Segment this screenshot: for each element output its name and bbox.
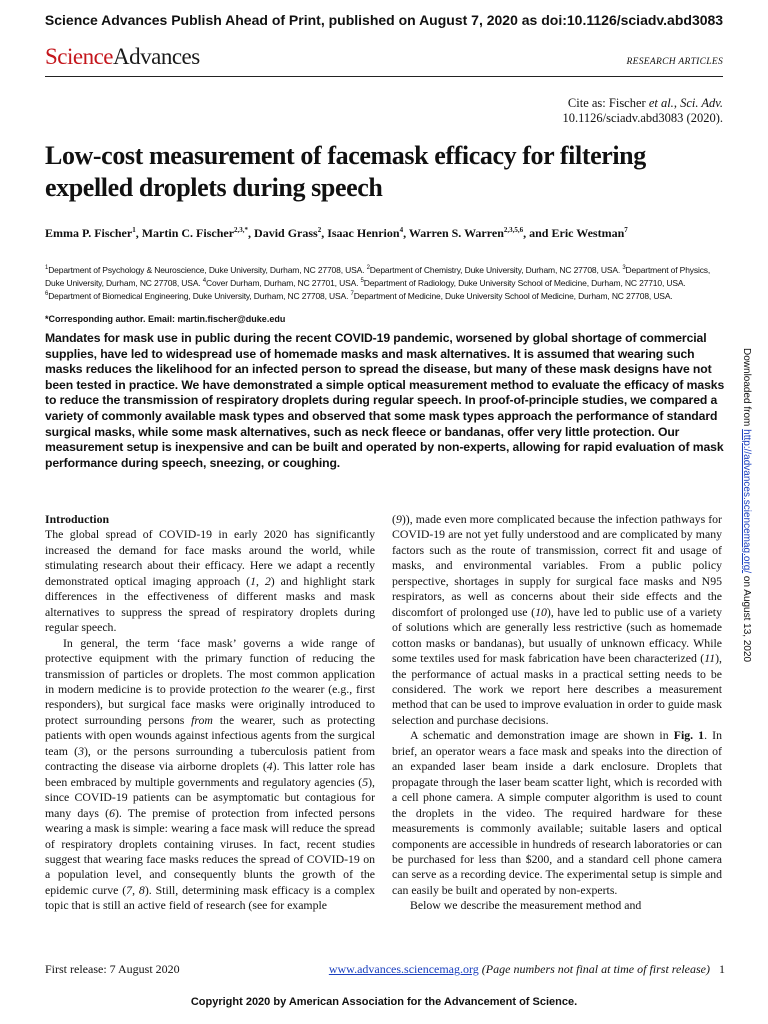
reference-number: 4 [266, 759, 273, 774]
paragraph-text: ), or the persons surrounding a tuberculosis patient from contracting the disease via airborne droplets ( [45, 743, 375, 774]
citation-journal: Sci. Adv. [680, 96, 723, 110]
affiliation-number: 6 [45, 290, 49, 297]
reference-number: 5 [362, 774, 369, 789]
affiliation-text: Department of Physics, Duke University, Durham, NC 27708, USA. [45, 264, 711, 288]
body-paragraph [45, 636, 375, 914]
paragraph-text: the wearer (e.g., first responders), but surgical face masks were originally introduced to protect surrounding persons [45, 681, 375, 727]
author-separator: , [248, 226, 255, 240]
reference-number: 3 [78, 743, 84, 758]
citation-block [562, 96, 723, 126]
affiliation-number: 1 [45, 265, 49, 271]
paragraph-text: ). The premise of protection from infected persons wearing a mask is simple: wearing a face mask will reduce the spread of respiratory droplets containing viruses. In fact, recent studies suggest that wearing face masks reduces the spread of COVID-19 on a population level, and consequently blunts the growth of the epidemic curve ( [45, 805, 375, 897]
paragraph-text: ). This latter role has been embraced by multiple governments and regulatory agencies ( [45, 759, 375, 789]
citation-line-2: 10.1126/sciadv.abd3083 (2020). [562, 111, 723, 125]
body-column-left [45, 512, 375, 914]
logo-science: Science [45, 44, 114, 69]
paragraph-text: ), have led to public use of a variety of solutions which are generally less restrictive (such as homemade cotton masks or bandanas), but usually of unknown efficacy. While some textiles used for mask fabrication have been characterized ( [392, 604, 722, 666]
download-prefix: Downloaded from [741, 348, 752, 430]
author-name: Warren S. Warren [408, 226, 504, 240]
download-link[interactable]: http://advances.sciencemag.org/ [741, 429, 752, 574]
affiliation-text: Department of Biomedical Engineering, Duke University, Durham, NC 27708, USA. [48, 290, 351, 301]
affiliation-number: 4 [202, 277, 206, 284]
reference-number: 10 [535, 604, 547, 619]
body-paragraph [45, 527, 375, 635]
author-name: Isaac Henrion [327, 226, 400, 240]
journal-logo [45, 44, 200, 70]
reference-number: 1 [250, 573, 257, 588]
page-number-note: (Page numbers not final at time of first release) [478, 962, 710, 976]
header-rule [45, 76, 723, 77]
author-separator: , [135, 226, 142, 240]
paragraph-text: ), since COVID-19 patients can be asymptomatic but contagious for many days ( [45, 774, 375, 820]
citation-sep: , [673, 96, 681, 110]
author-separator: , [321, 226, 328, 240]
body-paragraph [392, 512, 722, 728]
article-title: Low-cost measurement of facemask efficacy for filtering expelled droplets during speech [45, 141, 646, 202]
reference-number: 11 [704, 651, 716, 666]
copyright-notice: Copyright 2020 by American Association for the Advancement of Science. [190, 996, 578, 1008]
footer-right [329, 962, 725, 977]
author-name: Eric Westman [551, 226, 625, 240]
reference-number: 8 [138, 882, 145, 897]
reference-number: 6 [109, 805, 115, 820]
affiliation-number: 7 [350, 290, 354, 297]
affiliation-text: Department of Chemistry, Duke University, Durham, NC 27708, USA. [369, 264, 623, 275]
author-separator: , [403, 226, 409, 240]
citation-line-1 [562, 96, 723, 111]
reference-number: 2 [264, 573, 271, 588]
affiliation-number: 2 [366, 265, 370, 271]
paragraph-text: ( [392, 512, 396, 526]
reference-number: from [191, 712, 213, 727]
paragraph-text: . In brief, an operator wears a face mask and speaks into the direction of an expanded laser beam inside a dark enclosure. Droplets that propagate through the laser beam scatter light, which is recorded with a cell phone camera. A simple computer algorithm is used to count the droplets in the video. The required hardware for these measurements is commonly available; suitable lasers and optical components are accessible in hundreds of research laboratories or can be purchased for less than $200, and a standard cell phone camera can serve as a recording device. The experimental setup is simple and can easily be built and operated by non-experts. [392, 728, 722, 897]
affiliation-text: Cover Durham, Durham, NC 27701, USA. [205, 277, 361, 288]
first-release-date: First release: 7 August 2020 [45, 962, 180, 976]
affiliations [45, 263, 725, 301]
author-affiliation-marker: 1 [132, 226, 136, 234]
paragraph-text: the wearer, such as protecting patients with open wounds against infectious agents from the surgical team ( [45, 712, 376, 758]
body-column-right [392, 512, 722, 914]
affiliation-text: Department of Psychology & Neuroscience, Duke University, Durham, NC 27708, USA. [48, 264, 367, 275]
author-affiliation-marker: 4 [399, 226, 404, 234]
paragraph-text: A schematic and demonstration image are shown in [410, 728, 674, 743]
reference-number: to [261, 681, 271, 696]
paragraph-text: In general, the term ‘face mask’ governs a wide range of protective equipment with the primary function of reducing the transmission of particles or droplets. The most common application in modern medicine is to provide protection [45, 635, 375, 696]
author-affiliation-marker: 2,3,* [234, 226, 249, 234]
download-notice [741, 348, 752, 688]
page-number: 1 [719, 962, 725, 976]
affiliation-number: 3 [622, 265, 626, 271]
author-name: David Grass [254, 226, 318, 240]
paragraph-text: The global spread of COVID-19 in early 2020 has significantly increased the demand for face masks around the world, while stimulating research about their efficacy. Here we adapt a recently demonstrated optical imaging approach ( [45, 527, 375, 588]
citation-etal: et al. [648, 96, 674, 110]
reference-number: 7 [126, 882, 133, 897]
logo-advances: Advances [113, 44, 200, 69]
body-paragraph [392, 898, 722, 913]
paragraph-text: ) and highlight stark differences in the effectiveness of different masks and mask alternatives to suppress the spread of respiratory droplets during regular speech. [45, 573, 375, 635]
author-affiliation-marker: 2 [317, 226, 322, 234]
corresponding-author: *Corresponding author. Email: martin.fischer@duke.edu [45, 314, 286, 324]
paragraph-text: , [132, 882, 139, 897]
author-name: Emma P. Fischer [45, 226, 133, 240]
journal-website-link[interactable]: www.advances.sciencemag.org [328, 962, 479, 976]
figure-reference: Fig. 1 [673, 728, 705, 743]
paragraph-text: ). Still, determining mask efficacy is a complex topic that is still an active field of research (see for example [45, 882, 375, 913]
reference-number: 9 [395, 512, 402, 526]
affiliation-text: Department of Medicine, Duke University School of Medicine, Durham, NC 27708, USA. [353, 290, 673, 301]
body-paragraph [392, 728, 722, 898]
author-affiliation-marker: 7 [624, 226, 628, 234]
author-separator: , and [523, 226, 552, 240]
paragraph-text: , [256, 573, 265, 588]
author-list [45, 222, 725, 241]
author-name: Martin C. Fischer [141, 226, 235, 240]
affiliation-text: Department of Radiology, Duke University School of Medicine, Durham, NC 27710, USA. [363, 277, 686, 288]
paragraph-text: )), made even more complicated because the infection pathways for COVID-19 are not yet fully understood and are complicated by many factors such as the route of transmission, correct fit and usage of masks, and environmental variables. From a public policy perspective, shortages in supply for surgical face masks and N95 respirators, as well as concerns about their side effects and the discomfort of prolonged use ( [392, 512, 722, 619]
affiliation-number: 5 [360, 277, 364, 284]
publication-banner: Science Advances Publish Ahead of Print, published on August 7, 2020 as doi:10.1126/sciadv.abd3083 [44, 12, 724, 28]
abstract: Mandates for mask use in public during the recent COVID-19 pandemic, worsened by global shortage of commercial supplies, have led to widespread use of homemade masks and mask alternatives. It is assumed that wearing such masks reduces the likelihood for an infected person to spread the disease, but many of these mask designs have not been tested in practice. We have demonstrated a simple optical measurement method to evaluate the efficacy of masks to reduce the transmission of respiratory droplets during regular speech. In proof-of-principle studies, we compared a variety of commonly available mask types and observed that some mask types approach the performance of standard surgical masks, while some mask alternatives, such as neck fleece or bandanas, offer very little protection. Our measurement setup is inexpensive and can be built and operated by non-experts, allowing for rapid evaluation of mask performance during speech, sneezing, or coughing. [45, 331, 725, 470]
author-affiliation-marker: 2,3,5,6 [503, 226, 524, 234]
paragraph-text: Below we describe the measurement method and [410, 898, 642, 913]
citation-prefix: Cite as: Fischer [567, 96, 649, 110]
section-heading-introduction: Introduction [45, 512, 110, 526]
section-label: RESEARCH ARTICLES [626, 57, 723, 67]
paragraph-text: ), the performance of actual masks in a practical setting needs to be considered. The work we report here describes a measurement method that can be used to improve evaluation in order to guide mask selection and purchase decisions. [392, 651, 722, 727]
download-suffix: on August 13, 2020 [741, 573, 752, 663]
